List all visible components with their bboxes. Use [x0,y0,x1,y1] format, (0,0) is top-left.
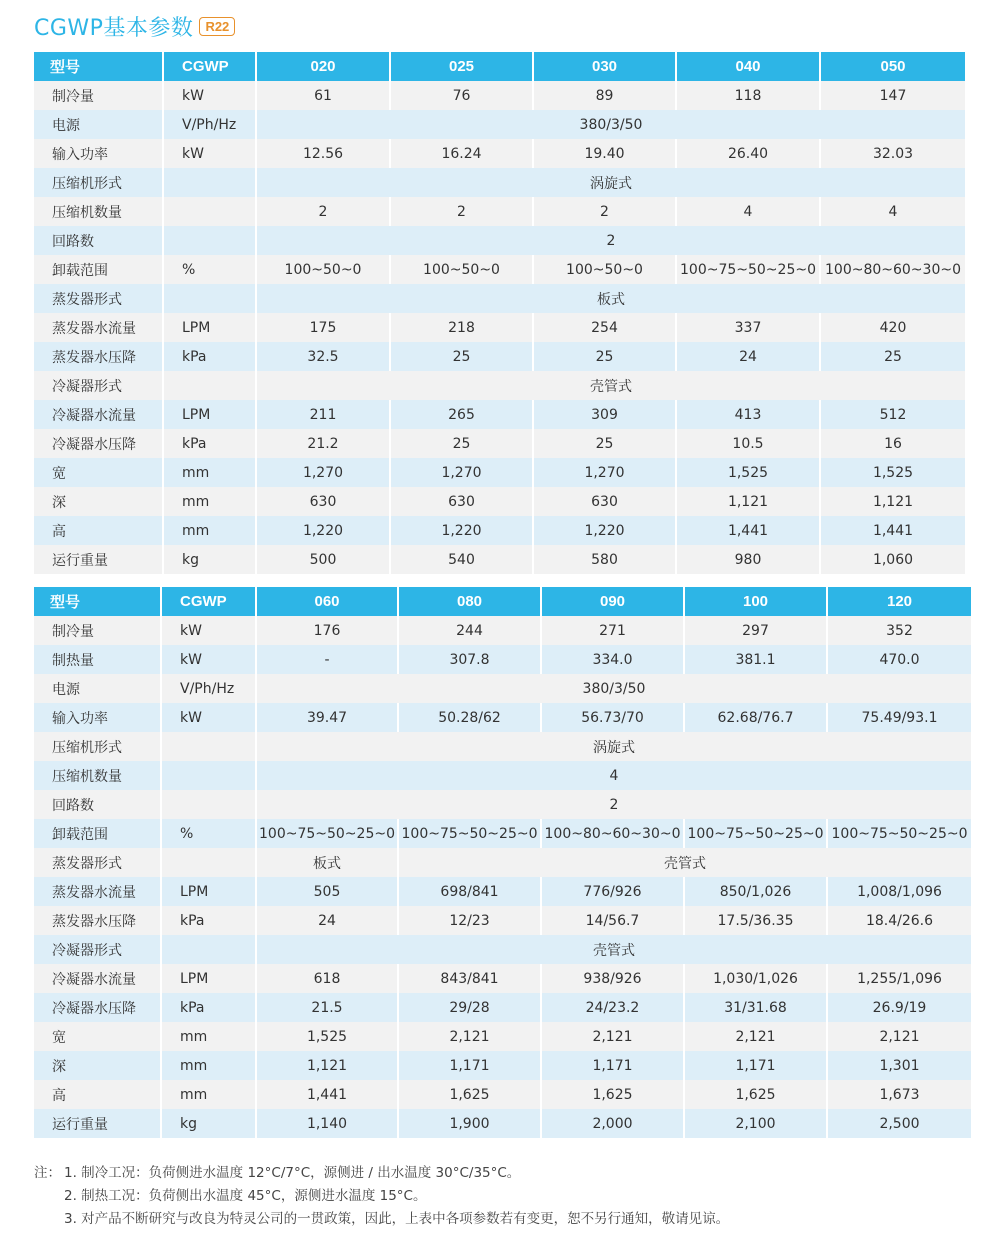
table-row [34,790,971,819]
row-label: 运行重量 [34,1109,162,1138]
row-label: 卸载范围 [34,819,162,848]
row-label: 冷凝器水压降 [34,429,164,458]
header-cell: 020 [257,52,391,81]
row-label: 冷凝器水流量 [34,400,164,429]
row-unit: mm [164,458,257,487]
value-cell: 1,220 [257,516,391,545]
row-label: 制冷量 [34,81,164,110]
row-unit: kg [162,1109,257,1138]
row-label: 深 [34,1051,162,1080]
value-cell: 1,673 [828,1080,971,1109]
value-cell: 76 [391,81,534,110]
note-line [34,1208,729,1231]
row-label: 蒸发器水流量 [34,313,164,342]
row-unit: mm [164,516,257,545]
row-label: 电源 [34,674,162,703]
header-cell: 090 [542,587,685,616]
value-cell: 24/23.2 [542,993,685,1022]
value-cell: 175 [257,313,391,342]
row-unit: mm [162,1022,257,1051]
value-cell: 壳管式 [257,371,965,400]
value-cell: 100~50~0 [257,255,391,284]
value-cell: 1,301 [828,1051,971,1080]
header-cell: 型号 [34,587,162,616]
row-label: 蒸发器水流量 [34,877,162,906]
value-cell: 630 [257,487,391,516]
value-cell: 309 [534,400,677,429]
value-cell: 254 [534,313,677,342]
row-label: 制热量 [34,645,162,674]
value-cell: 381.1 [685,645,828,674]
value-cell: 24 [257,906,399,935]
row-unit: kW [162,616,257,645]
value-cell: 380/3/50 [257,674,971,703]
row-unit: kg [164,545,257,574]
row-unit [164,168,257,197]
value-cell: 1,060 [821,545,965,574]
value-cell: 1,171 [685,1051,828,1080]
row-unit [162,848,257,877]
table-row [34,342,965,371]
table-header-row [34,587,971,616]
value-cell: 壳管式 [399,848,971,877]
value-cell: 100~75~50~25~0 [399,819,542,848]
value-cell: 18.4/26.6 [828,906,971,935]
table-row [34,761,971,790]
row-label: 输入功率 [34,139,164,168]
title-row [34,9,235,43]
value-cell: 31/31.68 [685,993,828,1022]
value-cell: 2 [257,197,391,226]
value-cell: 211 [257,400,391,429]
row-label: 压缩机形式 [34,732,162,761]
value-cell: 1,270 [534,458,677,487]
value-cell: 1,525 [677,458,821,487]
value-cell: 39.47 [257,703,399,732]
row-label: 输入功率 [34,703,162,732]
row-unit: kPa [164,429,257,458]
row-unit [162,732,257,761]
value-cell: 980 [677,545,821,574]
table-header-row [34,52,965,81]
value-cell: 413 [677,400,821,429]
table-row [34,284,965,313]
table-row [34,848,971,877]
value-cell: 4 [677,197,821,226]
table-row [34,1109,971,1138]
row-label: 深 [34,487,164,516]
row-unit: V/Ph/Hz [162,674,257,703]
value-cell: 10.5 [677,429,821,458]
value-cell: 100~80~60~30~0 [542,819,685,848]
value-cell: 16.24 [391,139,534,168]
table-row [34,226,965,255]
table-row [34,1080,971,1109]
row-unit: kW [164,81,257,110]
table-row [34,703,971,732]
value-cell: 1,270 [391,458,534,487]
row-label: 蒸发器水压降 [34,342,164,371]
table-row [34,877,971,906]
table-row [34,81,965,110]
header-cell: 030 [534,52,677,81]
value-cell: 26.40 [677,139,821,168]
value-cell: 500 [257,545,391,574]
value-cell: 1,171 [542,1051,685,1080]
row-unit: mm [164,487,257,516]
row-label: 压缩机形式 [34,168,164,197]
table-row [34,371,965,400]
refrigerant-badge: R22 [199,17,235,36]
value-cell: 2,121 [399,1022,542,1051]
table-row [34,458,965,487]
note-text: 3. 对产品不断研究与改良为特灵公司的一贯政策，因此，上表中各项参数若有变更，恕不另行通知，敬请见谅。 [64,1211,730,1227]
value-cell: 1,441 [677,516,821,545]
page-title: CGWP基本参数 [34,15,194,41]
value-cell: 512 [821,400,965,429]
row-unit [162,935,257,964]
value-cell: 26.9/19 [828,993,971,1022]
row-unit: kW [162,645,257,674]
value-cell: 25 [391,342,534,371]
value-cell: 2 [257,226,965,255]
value-cell: 1,625 [399,1080,542,1109]
value-cell: 12/23 [399,906,542,935]
value-cell: 337 [677,313,821,342]
value-cell: 1,220 [391,516,534,545]
value-cell: 2,121 [828,1022,971,1051]
row-label: 宽 [34,1022,162,1051]
row-unit: LPM [162,877,257,906]
header-cell: 型号 [34,52,164,81]
row-label: 高 [34,516,164,545]
row-label: 回路数 [34,790,162,819]
row-label: 冷凝器形式 [34,371,164,400]
row-unit [164,371,257,400]
value-cell: 17.5/36.35 [685,906,828,935]
value-cell: 56.73/70 [542,703,685,732]
row-unit [164,226,257,255]
value-cell: 1,900 [399,1109,542,1138]
table-row [34,110,965,139]
value-cell: 420 [821,313,965,342]
row-label: 冷凝器水流量 [34,964,162,993]
header-cell: CGWP [162,587,257,616]
table-row [34,255,965,284]
value-cell: 2 [391,197,534,226]
header-cell: 060 [257,587,399,616]
value-cell: 75.49/93.1 [828,703,971,732]
table-row [34,168,965,197]
row-unit [162,790,257,819]
value-cell: - [257,645,399,674]
value-cell: 21.5 [257,993,399,1022]
row-unit: mm [162,1051,257,1080]
value-cell: 89 [534,81,677,110]
value-cell: 1,441 [257,1080,399,1109]
table-row [34,139,965,168]
header-cell: 040 [677,52,821,81]
value-cell: 16 [821,429,965,458]
table-row [34,935,971,964]
table-row [34,819,971,848]
row-unit: kPa [164,342,257,371]
value-cell: 244 [399,616,542,645]
spec-table-2 [34,587,971,1138]
value-cell: 1,008/1,096 [828,877,971,906]
table-row [34,674,971,703]
row-unit: % [164,255,257,284]
note-text: 2. 制热工况：负荷侧出水温度 45°C，源侧进水温度 15°C。 [64,1188,427,1204]
value-cell: 4 [821,197,965,226]
table-row [34,487,965,516]
value-cell: 100~80~60~30~0 [821,255,965,284]
value-cell: 61 [257,81,391,110]
value-cell: 118 [677,81,821,110]
value-cell: 1,030/1,026 [685,964,828,993]
row-unit: LPM [162,964,257,993]
value-cell: 32.5 [257,342,391,371]
row-unit: LPM [164,400,257,429]
value-cell: 307.8 [399,645,542,674]
value-cell: 1,525 [257,1022,399,1051]
value-cell: 850/1,026 [685,877,828,906]
table-row [34,732,971,761]
value-cell: 352 [828,616,971,645]
value-cell: 1,625 [542,1080,685,1109]
row-unit: mm [162,1080,257,1109]
row-unit: kPa [162,993,257,1022]
table-row [34,545,965,574]
row-unit: kW [162,703,257,732]
row-label: 电源 [34,110,164,139]
table-row [34,993,971,1022]
note-line [34,1162,729,1185]
table-row [34,616,971,645]
value-cell: 100~50~0 [391,255,534,284]
row-unit: V/Ph/Hz [164,110,257,139]
value-cell: 176 [257,616,399,645]
row-label: 压缩机数量 [34,197,164,226]
value-cell: 297 [685,616,828,645]
value-cell: 334.0 [542,645,685,674]
header-cell: CGWP [164,52,257,81]
value-cell: 1,140 [257,1109,399,1138]
value-cell: 380/3/50 [257,110,965,139]
value-cell: 505 [257,877,399,906]
value-cell: 618 [257,964,399,993]
value-cell: 776/926 [542,877,685,906]
value-cell: 板式 [257,848,399,877]
row-unit: kPa [162,906,257,935]
value-cell: 265 [391,400,534,429]
value-cell: 1,441 [821,516,965,545]
table-row [34,1022,971,1051]
header-cell: 100 [685,587,828,616]
row-label: 宽 [34,458,164,487]
row-label: 运行重量 [34,545,164,574]
value-cell: 843/841 [399,964,542,993]
value-cell: 25 [821,342,965,371]
notes [34,1162,729,1231]
value-cell: 50.28/62 [399,703,542,732]
row-unit: LPM [164,313,257,342]
value-cell: 100~75~50~25~0 [685,819,828,848]
table-row [34,400,965,429]
table-row [34,429,965,458]
value-cell: 板式 [257,284,965,313]
value-cell: 100~75~50~25~0 [828,819,971,848]
value-cell: 2,500 [828,1109,971,1138]
row-label: 冷凝器形式 [34,935,162,964]
spec-table-1 [34,52,965,574]
value-cell: 1,121 [677,487,821,516]
table-row [34,964,971,993]
row-label: 蒸发器水压降 [34,906,162,935]
value-cell: 24 [677,342,821,371]
row-unit: kW [164,139,257,168]
value-cell: 29/28 [399,993,542,1022]
value-cell: 2,000 [542,1109,685,1138]
table-row [34,645,971,674]
value-cell: 100~75~50~25~0 [257,819,399,848]
header-cell: 080 [399,587,542,616]
value-cell: 100~50~0 [534,255,677,284]
value-cell: 1,525 [821,458,965,487]
header-cell: 025 [391,52,534,81]
value-cell: 1,625 [685,1080,828,1109]
row-label: 蒸发器形式 [34,284,164,313]
value-cell: 698/841 [399,877,542,906]
value-cell: 100~75~50~25~0 [677,255,821,284]
value-cell: 62.68/76.7 [685,703,828,732]
note-text: 1. 制冷工况：负荷侧进水温度 12°C/7°C，源侧进 / 出水温度 30°C/35°C。 [64,1165,521,1181]
row-label: 压缩机数量 [34,761,162,790]
value-cell: 470.0 [828,645,971,674]
row-label: 卸载范围 [34,255,164,284]
value-cell: 2 [534,197,677,226]
value-cell: 25 [391,429,534,458]
table-row [34,197,965,226]
value-cell: 630 [391,487,534,516]
value-cell: 1,121 [821,487,965,516]
value-cell: 涡旋式 [257,732,971,761]
value-cell: 2,121 [685,1022,828,1051]
row-label: 回路数 [34,226,164,255]
row-unit: % [162,819,257,848]
value-cell: 21.2 [257,429,391,458]
row-label: 冷凝器水压降 [34,993,162,1022]
table-row [34,1051,971,1080]
value-cell: 2 [257,790,971,819]
value-cell: 2,121 [542,1022,685,1051]
value-cell: 19.40 [534,139,677,168]
value-cell: 630 [534,487,677,516]
value-cell: 涡旋式 [257,168,965,197]
table-row [34,516,965,545]
value-cell: 1,121 [257,1051,399,1080]
value-cell: 147 [821,81,965,110]
value-cell: 25 [534,342,677,371]
row-label: 蒸发器形式 [34,848,162,877]
value-cell: 540 [391,545,534,574]
row-unit [162,761,257,790]
row-label: 高 [34,1080,162,1109]
value-cell: 271 [542,616,685,645]
value-cell: 1,270 [257,458,391,487]
value-cell: 2,100 [685,1109,828,1138]
value-cell: 4 [257,761,971,790]
row-unit [164,197,257,226]
value-cell: 12.56 [257,139,391,168]
value-cell: 938/926 [542,964,685,993]
table-row [34,906,971,935]
header-cell: 050 [821,52,965,81]
row-label: 制冷量 [34,616,162,645]
value-cell: 25 [534,429,677,458]
value-cell: 32.03 [821,139,965,168]
value-cell: 壳管式 [257,935,971,964]
value-cell: 14/56.7 [542,906,685,935]
value-cell: 1,220 [534,516,677,545]
value-cell: 218 [391,313,534,342]
value-cell: 1,171 [399,1051,542,1080]
note-prefix: 注： [34,1165,61,1181]
note-line [34,1185,729,1208]
value-cell: 1,255/1,096 [828,964,971,993]
value-cell: 580 [534,545,677,574]
table-row [34,313,965,342]
header-cell: 120 [828,587,971,616]
row-unit [164,284,257,313]
